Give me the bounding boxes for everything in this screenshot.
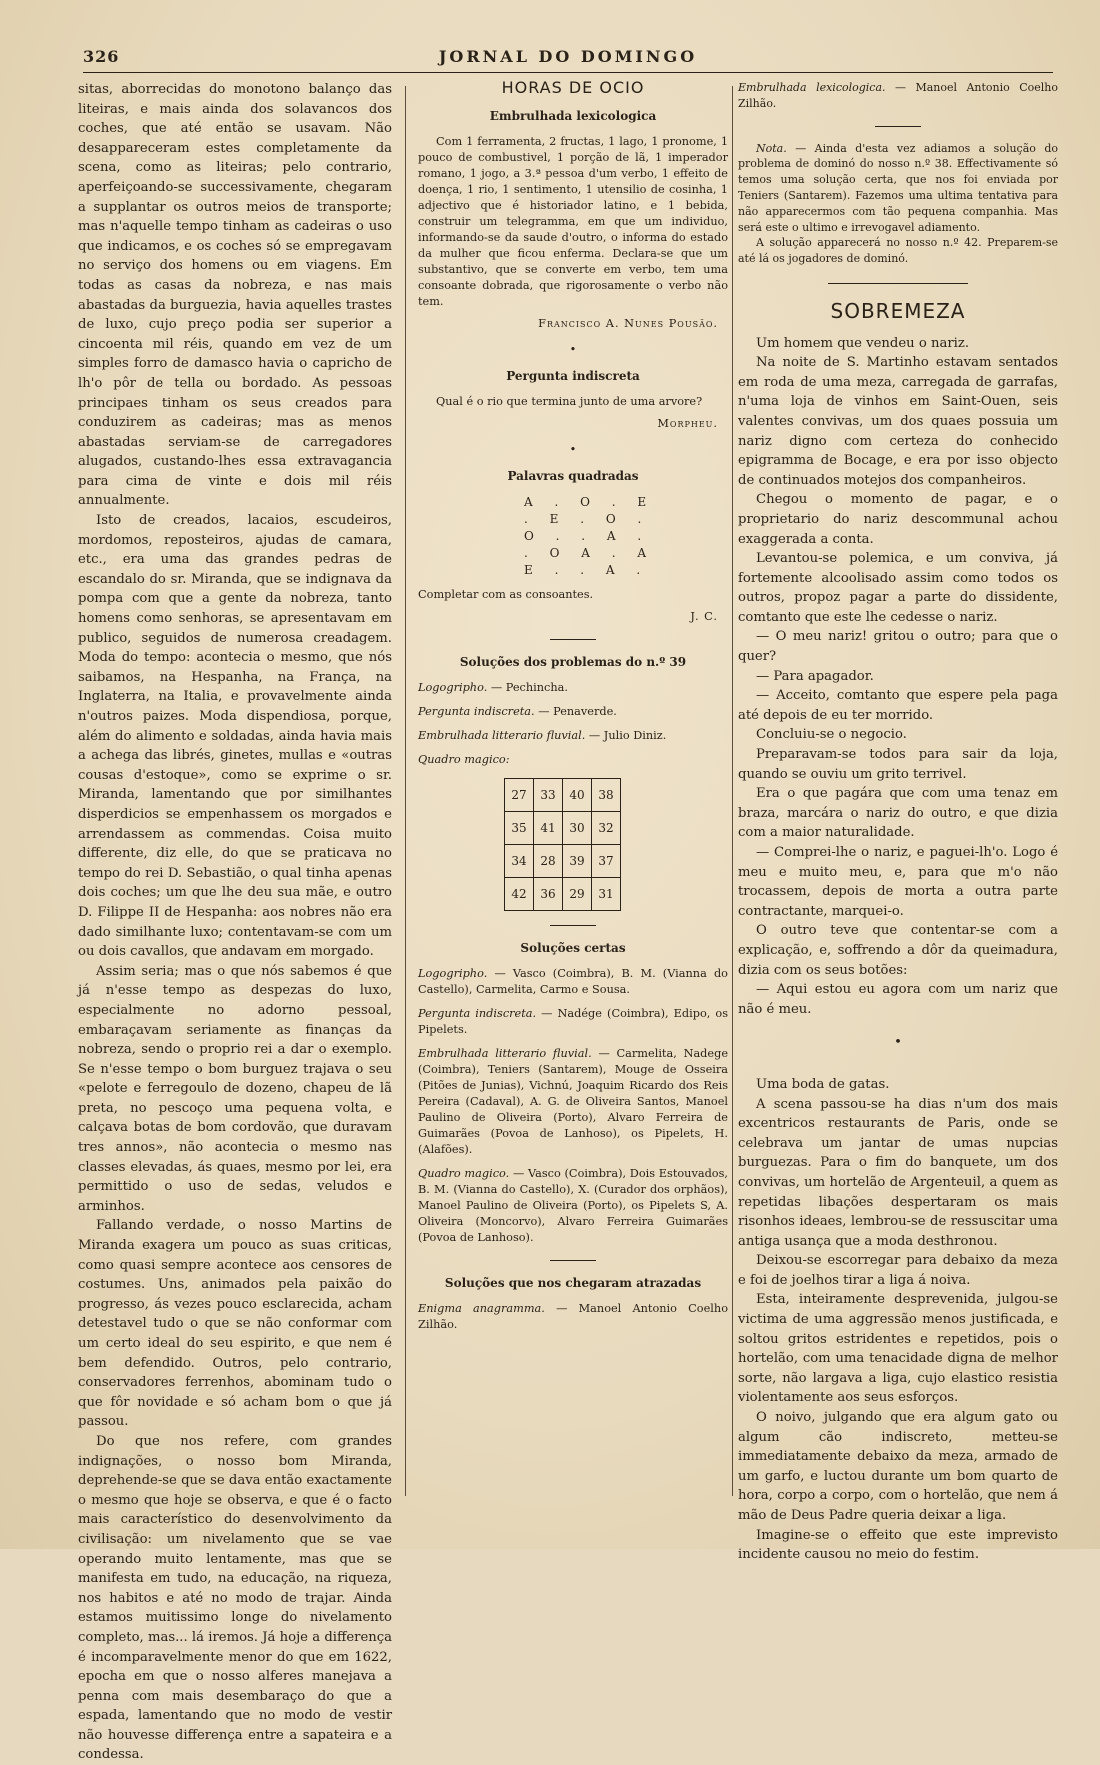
magic-cell: 38 xyxy=(592,779,621,812)
separator-dot: • xyxy=(569,343,577,356)
paragraph: Isto de creados, lacaios, escudeiros, mordomos, reposteiros, ajudas de camara, etc., era uma das grandes pedras de escandalo do sr. Miranda, que se indignava da pompa com que a gente da nobreza, tanto homens como senhoras, se apresentavam em publico, seguidos de numerosa creadagem. Moda do tempo: acontecia o mesmo, que nós saibamos, na Hespanha, na França, na Inglaterra, na Italia, e provavelmente ainda n'outros paizes. Moda dispendiosa, porque, além do alimento e soldadas, ainda havia mais a achega das librés, ginetes, mullas e «outras cousas d'estoque», como se exprime o sr. Miranda, lamentando que por similhantes disperdicios se empenhassem os morgados e arrendassem as commendas. Coisa muito differente, diz elle, do que se praticava no tempo do rei D. Sebastião, o qual tinha apenas dois coches; um que lhe deu sua mãe, e outro D. Filippe II de Hespanha: aos nobres não era dado similhante luxo; contentavam-se com um ou dois cavallos, que andavam em morgado. xyxy=(78,513,392,960)
solution-value: — Julio Diniz. xyxy=(588,729,667,742)
magic-cell: 37 xyxy=(592,845,621,878)
solution-item xyxy=(418,680,728,696)
solution-label: Embrulhada litterario fluvial. xyxy=(418,729,586,742)
paragraph: sitas, aborrecidas do monotono balanço das liteiras, e mais ainda dos solavancos dos coches, que até então se usavam. Não desappareceram estes completamente da scena, como as liteiras; pelo contrario, aperfeiçoando-se successivamente, chegaram a supplantar os outros meios de transporte; mas n'aquelle tempo tinham as cadeiras o uso que indicamos, e os coches só se empregavam no serviço dos homens ou em viagens. Em todas as casas da nobreza, e nas mais abastadas da burguezia, havia aquelles trastes de luxo, cujo preço podia ser superior a cincoenta mil réis, quando em vez de um simples forro de damasco havia o capricho de lh'o pôr de tella ou bordado. As pessoas principaes tinham os seus creados para conduzirem as cadeiras; mas as menos abastadas serviam-se de carregadores alugados, custando-lhes essa extravagancia para cima de vinte e dois mil réis annualmente. xyxy=(78,82,392,509)
column-divider xyxy=(732,86,733,1496)
divider-rule xyxy=(875,126,921,127)
word-square-row: O . . A . xyxy=(524,529,651,543)
solution-value: — Manoel Antonio Coelho Zilhão. xyxy=(418,1302,728,1331)
page-header xyxy=(83,44,1053,74)
paragraph: O outro teve que contentar-se com a explicação, e, soffrendo a dôr da queimadura, dizia com os seus botões: xyxy=(738,923,1058,978)
paragraph: Imagine-se o effeito que este imprevisto incidente causou no meio do festim. xyxy=(738,1527,1058,1563)
story-title: Uma boda de gatas. xyxy=(756,1076,890,1092)
page-number: 326 xyxy=(83,47,120,66)
solution-label: Embrulhada lexicologica. xyxy=(738,81,886,94)
magic-cell: 41 xyxy=(534,812,563,845)
solution-value: — Nadége (Coimbra), Edipo, os Pipelets. xyxy=(418,1007,728,1036)
puzzle-signature: J. C. xyxy=(690,610,718,623)
magic-cell: 35 xyxy=(505,812,534,845)
article-column-3 xyxy=(738,80,1058,1565)
solution-item xyxy=(418,1046,728,1158)
magic-row xyxy=(505,812,621,845)
solution-value: — Vasco (Coimbra), Dois Estouvados, B. M. (Vianna do Castello), X. (Curador dos orphãos), Manoel Paulino de Oliveira (Porto), os Pipelets S, A. Oliveira (Moncorvo), Alvaro Ferreira Guimarães (Povoa de Lanhoso). xyxy=(418,1167,728,1244)
divider-rule xyxy=(550,1260,596,1261)
late-solutions-title: Soluções que nos chegaram atrazadas xyxy=(444,1276,702,1290)
divider-rule xyxy=(550,925,596,926)
separator-dot: • xyxy=(894,1035,902,1051)
solution-item xyxy=(418,1166,728,1246)
magic-cell: 42 xyxy=(505,878,534,911)
section-rule xyxy=(828,283,968,284)
puzzle-signature: Francisco A. Nunes Pousão. xyxy=(538,317,718,330)
section-title: SOBREMEZA xyxy=(830,298,966,323)
story-title: Um homem que vendeu o nariz. xyxy=(756,335,970,351)
paragraph: Era o que pagára que com uma tenaz em braza, marcára o nariz do outro, e que dizia com a maior naturalidade. xyxy=(738,786,1058,841)
solution-label: Pergunta indiscreta. xyxy=(418,705,535,718)
magic-cell: 29 xyxy=(563,878,592,911)
paragraph: O noivo, julgando que era algum gato ou algum cão indiscreto, metteu-se immediatamente debaixo da meza, armado de um garfo, e luctou durante um bom quarto de hora, corpo a corpo, com o hortelão, que nem á mão de Deus Padre queria deixar a liga. xyxy=(738,1410,1058,1523)
correct-solutions-title: Soluções certas xyxy=(520,941,626,955)
late-solution-continued xyxy=(738,80,1058,267)
word-square xyxy=(524,494,728,579)
puzzle-text: Completar com as consoantes. xyxy=(418,588,594,601)
solution-label: Logogripho. xyxy=(418,681,488,694)
magic-cell: 33 xyxy=(534,779,563,812)
magic-square xyxy=(504,778,621,911)
section-title: HORAS DE OCIO xyxy=(501,78,645,97)
journal-title: JORNAL DO DOMINGO xyxy=(438,47,698,66)
note-text: A solução apparecerá no nosso n.º 42. Preparem-se até lá os jogadores de dominó. xyxy=(738,236,1058,266)
puzzle-signature: Morpheu. xyxy=(657,417,718,430)
paragraph: — Para apagador. xyxy=(756,668,874,684)
paragraph: Levantou-se polemica, e um conviva, já fortemente alcoolisado assim como todos os outros, propoz pagar a parte do dissidente, comtanto que este lhe cedesse o nariz. xyxy=(738,551,1058,625)
magic-row xyxy=(505,845,621,878)
paragraph: Fallando verdade, o nosso Martins de Miranda exagera um pouco as suas criticas, como quasi sempre acontece aos censores de costumes. Uns, animados pela paixão do progresso, ás vezes pouco esclarecida, acham detestavel tudo o que se não conformar com um certo ideal do seu espirito, e que nem é bem defendido. Outros, pelo contrario, conservadores ferrenhos, abominam tudo o que fôr novidade e só acham bom o que já passou. xyxy=(78,1218,392,1430)
note-label: Nota. xyxy=(756,141,787,155)
paragraph: Assim seria; mas o que nós sabemos é que já n'esse tempo as despezas do luxo, especialmente no adorno pessoal, embaraçavam seriamente as finanças da nobreza, sendo o proprio rei a dar o exemplo. Se n'esse tempo o bom burguez trajava o seu «pelote e ferregoulo de dozeno, chapeu de lã preta, no pescoço uma pequena volta, e calçava botas de bom cordovão, que duravam tres annos», não acontecia o mesmo nas classes elevadas, ás quaes, mesmo por lei, era permittido o uso de sedas, veludos e arminhos. xyxy=(78,963,392,1214)
magic-square-label: Quadro magico: xyxy=(418,753,510,766)
solution-value: — Carmelita, Nadege (Coimbra), Teniers (Santarem), Mouge de Osseira (Pitões de Junias), Vichnú, Joaquim Ricardo dos Reis Pereira (Cadaval), A. G. de Oliveira Santos, Manoel Paulino de Oliveira (Porto), Alvaro Ferreira de Guimarães (Povoa de Lanhoso), os Pipelets, H. (Alafões). xyxy=(418,1047,729,1156)
article-column-1 xyxy=(78,80,392,1765)
solution-value: — Vasco (Coimbra), B. M. (Vianna do Castello), Carmelita, Carmo e Sousa. xyxy=(418,967,728,996)
paragraph: Do que nos refere, com grandes indignações, o nosso bom Miranda, deprehende-se que se dava então exactamente o mesmo que hoje se observa, e que é o facto mais característico do desenvolvimento da civilisação: um nivelamento que se vae operando muito lentamente, mas que se manifesta em tudo, na educação, na riqueza, nos habitos e até no modo de trajar. Ainda estamos muitissimo longe do nivelamento completo, mas... lá iremos. Já hoje a differença é incomparavelmente menor do que em 1622, epocha em que o nosso alferes manejava a penna com mais desembaraço do que a espada, lamentando que no modo de vestir não houvesse differença entre a sapateira e a condessa. xyxy=(78,1433,392,1763)
puzzle-title: Embrulhada lexicologica xyxy=(489,109,657,123)
magic-row xyxy=(505,878,621,911)
solution-label: Quadro magico. xyxy=(418,1167,510,1180)
magic-cell: 27 xyxy=(505,779,534,812)
paragraph: Concluiu-se o negocio. xyxy=(756,727,907,743)
header-rule xyxy=(83,72,1053,73)
solution-value: — Pechincha. xyxy=(490,681,568,694)
solution-item xyxy=(418,1301,728,1333)
solution-item xyxy=(418,728,728,744)
puzzle-text: Com 1 ferramenta, 2 fructas, 1 lago, 1 pronome, 1 pouco de combustivel, 1 porção de lã, 1 imperador romano, 1 jogo, a 3.ª pessoa d'um verbo, 1 effeito de doença, 1 rio, 1 sentimento, 1 utensilio de cosinha, 1 adjectivo que é historiador latino, e 1 bebida, construir um telegramma, em que um individuo, informando-se da saude d'outro, o informa do estado da mulher que ficou enferma. Declara-se que um substantivo, que se converte em verbo, tem uma consoante dobrada, que rigorosamente o verbo não tem. xyxy=(418,135,728,308)
word-square-row: . E . O . xyxy=(524,512,651,526)
magic-row xyxy=(505,779,621,812)
paragraph: A scena passou-se ha dias n'um dos mais excentricos restaurants de Paris, onde se celebrava um jantar de umas nupcias burguezas. Para o fim do banquete, um dos convivas, um hortelão de Argenteuil, a quem as repetidas libações despertaram os mais risonhos ideaes, lembrou-se de ressuscitar uma antiga usança que a moda desthronou. xyxy=(738,1096,1058,1249)
word-square-row: E . . A . xyxy=(524,563,650,577)
solutions-title: Soluções dos problemas do n.º 39 xyxy=(459,655,687,669)
magic-cell: 36 xyxy=(534,878,563,911)
solution-label: Pergunta indiscreta. xyxy=(418,1007,537,1020)
solution-value: — Penaverde. xyxy=(538,705,617,718)
solution-label: Embrulhada litterario fluvial. xyxy=(418,1047,592,1060)
magic-cell: 31 xyxy=(592,878,621,911)
solution-item xyxy=(418,704,728,720)
paragraph: Na noite de S. Martinho estavam sentados em roda de uma meza, carregada de garrafas, n'uma loja de vinhos em Saint-Ouen, seis valentes convivas, um dos quaes possuia um nariz digno com certeza do conhecido epigramma de Bocage, e era por isso objecto de continuados motejos dos companheiros. xyxy=(738,355,1058,488)
paragraph: Preparavam-se todos para sair da loja, quando se ouviu um grito terrivel. xyxy=(738,747,1058,782)
magic-cell: 34 xyxy=(505,845,534,878)
magic-cell: 39 xyxy=(563,845,592,878)
separator-dot: • xyxy=(569,443,577,456)
paragraph: — Comprei-lhe o nariz, e paguei-lh'o. Logo é meu e muito meu, e, para que m'o não trocassem, depois de morta a outra parte contractante, marquei-o. xyxy=(738,845,1058,919)
paragraph: — Aqui estou eu agora com um nariz que não é meu. xyxy=(738,982,1058,1017)
puzzles-column xyxy=(418,80,728,1333)
paragraph: Esta, inteiramente desprevenida, julgou-se victima de uma aggressão menos justificada, e soltou gritos estridentes e repetidos, pois o hortelão, com uma tenacidade digna de melhor sorte, não largava a liga, cujo elastico resistia violentamente aos seus esforços. xyxy=(738,1292,1058,1406)
paragraph: — O meu nariz! gritou o outro; para que o quer? xyxy=(738,629,1058,665)
solution-item xyxy=(418,966,728,998)
solution-value: — Manoel Antonio Coelho Zilhão. xyxy=(738,81,1058,110)
word-square-row: A . O . E xyxy=(524,495,656,509)
paragraph: Chegou o momento de pagar, e o proprietario do nariz descommunal achou exaggerada a conta. xyxy=(738,492,1058,547)
puzzle-text: Qual é o rio que termina junto de uma arvore? xyxy=(436,395,703,408)
note-text: — Ainda d'esta vez adiamos a solução do problema de dominó do nosso n.º 38. Effectivamente só temos uma solução certa, que nos foi enviada por Teniers (Santarem). Fazemos uma ultima tentativa para não apparecermos com tão pequena companhia. Mas será este o ultimo e irrevogavel adiamento. xyxy=(738,141,1058,234)
puzzle-title: Palavras quadradas xyxy=(507,469,639,483)
column-divider xyxy=(405,86,406,1496)
divider-rule xyxy=(550,639,596,640)
solution-item xyxy=(418,1006,728,1038)
magic-cell: 30 xyxy=(563,812,592,845)
word-square-row: . O A . A xyxy=(524,546,656,560)
paragraph: — Acceito, comtanto que espere pela paga até depois de eu ter morrido. xyxy=(738,688,1058,723)
magic-cell: 28 xyxy=(534,845,563,878)
magic-cell: 40 xyxy=(563,779,592,812)
paragraph: Deixou-se escorregar para debaixo da meza e foi de joelhos tirar a liga á noiva. xyxy=(738,1253,1058,1288)
solution-label: Enigma anagramma. xyxy=(418,1302,545,1315)
puzzle-title: Pergunta indiscreta xyxy=(506,369,640,383)
magic-cell: 32 xyxy=(592,812,621,845)
solution-label: Logogripho. xyxy=(418,967,488,980)
